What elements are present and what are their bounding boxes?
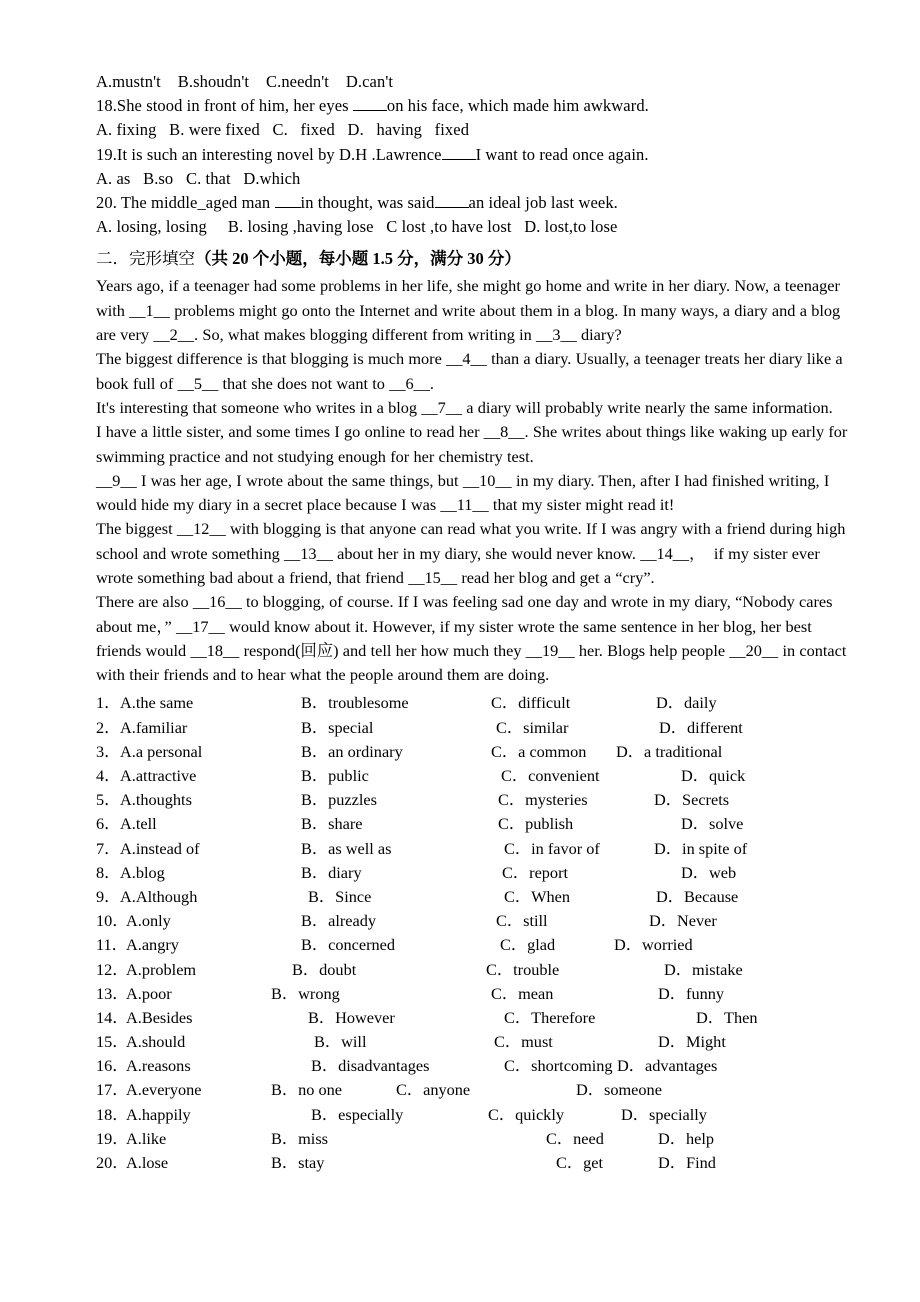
option-choice-d[interactable]: D．Find [658, 1153, 716, 1173]
option-choice-b[interactable]: B．puzzles [301, 790, 377, 810]
option-row [96, 933, 856, 957]
option-choice-d[interactable]: D．help [658, 1128, 715, 1148]
option-choice-b[interactable]: B．concerned [301, 935, 396, 955]
option-row [96, 1078, 856, 1102]
passage-paragraph: It's interesting that someone who writes in a blog __7__ a diary will probably write nearly the same information. [96, 397, 833, 417]
option-choice-c[interactable]: C．a common [491, 741, 587, 761]
option-choice-d[interactable]: D．Because [656, 886, 739, 906]
passage-paragraph: The biggest difference is that blogging is much more __4__ than a diary. Usually, a teenager treats her diary like a book full of __5__ that she does not want to __6__. [96, 349, 847, 393]
option-choice-d[interactable]: D．mistake [664, 959, 743, 979]
option-row-number: 11． [96, 935, 128, 955]
q19-options-text: A. as B.so C. that D.which [96, 168, 301, 188]
option-choice-d[interactable]: D．advantages [617, 1056, 718, 1076]
cloze-passage [96, 274, 856, 687]
q17-options-text: A.mustn't B.shoudn't C.needn't D.can't [96, 72, 394, 91]
option-row [96, 1103, 856, 1127]
option-row [96, 788, 856, 812]
passage-paragraph: The biggest __12__ with blogging is that anyone can read what you write. If I was angry with a friend during high school and wrote something __13__ about her in my diary, she would never know. __14__， if my sister ever wrote something bad about a friend, that friend __15__ read her blog and get a “cry”. [96, 519, 850, 587]
q20-stem-a: 20. The middle_aged man [96, 193, 275, 213]
option-choice-d[interactable]: D．different [659, 717, 743, 737]
option-choice-a[interactable]: A.like [126, 1128, 167, 1148]
option-row-number: 13． [96, 983, 129, 1003]
option-choice-a[interactable]: A.lose [126, 1153, 169, 1173]
option-choice-a[interactable]: A.Besides [126, 1007, 193, 1027]
option-choice-c[interactable]: C．publish [498, 814, 574, 834]
option-row-number: 18． [96, 1104, 129, 1124]
passage-paragraph: __9__ I was her age, I wrote about the same things, but __10__ in my diary. Then, after I had finished writing, I would hide my diary in a secret place because I was __11__ that my sister might read it! [96, 470, 834, 515]
option-choice-c[interactable]: C．Therefore [504, 1007, 596, 1027]
option-choice-a[interactable]: A.happily [126, 1104, 191, 1124]
option-choice-c[interactable]: C．need [546, 1128, 604, 1148]
option-row [96, 1030, 856, 1054]
option-choice-d[interactable]: D．specially [621, 1104, 707, 1124]
option-row [96, 716, 856, 740]
option-choice-a[interactable]: A.everyone [126, 1080, 202, 1100]
q18-stem-post: on his face, which made him awkward. [386, 96, 649, 116]
option-choice-d[interactable]: D．someone [576, 1080, 662, 1100]
section-heading [96, 244, 856, 274]
option-choice-a[interactable]: A.angry [126, 935, 179, 955]
option-choice-a[interactable]: A.familiar [120, 717, 188, 737]
option-row-number: 15． [96, 1032, 129, 1052]
option-row [96, 861, 856, 885]
option-row-number: 12． [96, 959, 129, 979]
option-choice-c[interactable]: C．trouble [486, 959, 560, 979]
option-choice-c[interactable]: C．still [496, 911, 548, 931]
option-row [96, 909, 856, 933]
option-row-number: 7． [96, 838, 121, 858]
option-choice-d[interactable]: D．in spite of [654, 838, 748, 858]
option-row [96, 691, 856, 715]
option-row-number: 2． [96, 717, 121, 737]
option-choice-a[interactable]: A.attractive [120, 766, 197, 786]
option-choice-d[interactable]: D．Secrets [654, 790, 730, 810]
option-row [96, 1006, 856, 1030]
option-choice-a[interactable]: A.blog [120, 862, 165, 882]
option-choice-c[interactable]: C．similar [496, 717, 569, 737]
option-choice-b[interactable]: B．stay [271, 1153, 325, 1173]
option-choice-c[interactable]: C．report [502, 862, 569, 882]
document-body [96, 70, 856, 1175]
option-row-number: 17． [96, 1080, 129, 1100]
option-row-number: 8． [96, 862, 121, 882]
option-choice-a[interactable]: A.reasons [126, 1056, 191, 1076]
option-row [96, 958, 856, 982]
option-choice-d[interactable]: D．a traditional [616, 741, 723, 761]
answer-blank [435, 207, 469, 208]
q19-stem-post: I want to read once again. [475, 144, 649, 164]
option-row-number: 16． [96, 1056, 129, 1076]
option-choice-a[interactable]: A.Although [120, 886, 198, 906]
option-row [96, 740, 856, 764]
option-choice-b[interactable]: B．as well as [301, 838, 392, 858]
option-row [96, 764, 856, 788]
option-row-number: 19． [96, 1128, 129, 1148]
cloze-options-list [96, 691, 856, 1175]
option-choice-b[interactable]: B．an ordinary [301, 741, 403, 761]
option-choice-a[interactable]: A.the same [120, 693, 194, 713]
option-choice-b[interactable]: B．especially [311, 1104, 404, 1124]
option-choice-c[interactable]: C．difficult [491, 693, 571, 713]
option-choice-c[interactable]: C．must [494, 1032, 553, 1052]
option-row [96, 982, 856, 1006]
option-choice-b[interactable]: B．troublesome [301, 693, 409, 713]
option-choice-c[interactable]: C．get [556, 1153, 604, 1173]
q19-stem-pre: 19.It is such an interesting novel by D.H .Lawrence [96, 144, 442, 164]
option-choice-b[interactable]: B．miss [271, 1128, 329, 1148]
option-choice-b[interactable]: B．Since [308, 886, 372, 906]
option-choice-b[interactable]: B．diary [301, 862, 362, 882]
option-choice-b[interactable]: B．will [314, 1032, 367, 1052]
option-choice-d[interactable]: D．worried [614, 935, 693, 955]
option-choice-b[interactable]: B．no one [271, 1080, 343, 1100]
option-choice-a[interactable]: A.only [126, 911, 171, 931]
option-row [96, 885, 856, 909]
answer-blank [275, 207, 301, 208]
option-choice-d[interactable]: D．daily [656, 693, 717, 713]
question-20-options [96, 215, 856, 239]
option-row-number: 14． [96, 1007, 129, 1027]
q20-options-text: A. losing, losing B. losing ,having lose C lost ,to have lost D. lost,to lose [96, 217, 618, 237]
option-choice-c[interactable]: C．in favor of [504, 838, 600, 858]
answer-blank [442, 159, 476, 160]
option-choice-b[interactable]: B．wrong [271, 983, 340, 1003]
option-choice-b[interactable]: B．disadvantages [311, 1056, 430, 1076]
option-choice-a[interactable]: A.thoughts [120, 790, 192, 810]
option-row-number: 4． [96, 766, 121, 786]
q18-options-text: A. fixing B. were fixed C. fixed D. having fixed [96, 120, 470, 140]
option-choice-b[interactable]: B．share [301, 814, 363, 834]
option-row-number: 10． [96, 911, 129, 931]
option-choice-c[interactable]: C．mysteries [498, 790, 588, 810]
option-choice-c[interactable]: C．glad [500, 935, 556, 955]
option-choice-c[interactable]: C．shortcoming [504, 1056, 613, 1076]
option-choice-c[interactable]: C．convenient [501, 766, 600, 786]
option-choice-d[interactable]: D．funny [658, 983, 725, 1003]
option-row-number: 9． [96, 886, 121, 906]
section-label: 二．完形填空 [96, 249, 195, 269]
option-choice-d[interactable]: D．solve [681, 814, 744, 834]
option-choice-d[interactable]: D．web [681, 862, 737, 882]
section-scoring: （共 20 个小题，每小题 1.5 分，满分 30 分） [195, 249, 521, 269]
q18-stem-pre: 18.She stood in front of him, her eyes [96, 96, 353, 116]
option-choice-c[interactable]: C．anyone [396, 1080, 471, 1100]
option-choice-d[interactable]: D．Never [649, 911, 717, 931]
q20-stem-c: an ideal job last week. [468, 193, 618, 213]
question-18-options [96, 118, 856, 142]
option-choice-a[interactable]: A.problem [126, 959, 197, 979]
question-20-stem [96, 191, 856, 215]
option-choice-c[interactable]: C．When [504, 886, 571, 906]
option-row [96, 837, 856, 861]
option-row [96, 812, 856, 836]
q20-stem-b: in thought, was said [300, 193, 435, 213]
passage-paragraph: I have a little sister, and some times I go online to read her __8__. She writes about things like waking up early for swimming practice and not studying enough for her chemistry test. [96, 422, 852, 466]
option-choice-a[interactable]: A.poor [126, 983, 172, 1003]
option-row-number: 1． [96, 693, 121, 713]
option-choice-d[interactable]: D．Then [696, 1007, 758, 1027]
option-choice-a[interactable]: A.instead of [120, 838, 200, 858]
option-row [96, 1054, 856, 1078]
question-17-options [96, 70, 856, 94]
option-choice-c[interactable]: C．mean [491, 983, 554, 1003]
question-19-options [96, 167, 856, 191]
option-choice-c[interactable]: C．quickly [488, 1104, 564, 1124]
option-choice-b[interactable]: B．special [301, 717, 374, 737]
option-row [96, 1151, 856, 1175]
option-row-number: 20． [96, 1153, 129, 1173]
option-choice-b[interactable]: B．doubt [292, 959, 357, 979]
passage-paragraph: Years ago, if a teenager had some problems in her life, she might go home and write in her diary. Now, a teenager with __1__ problems might go onto the Internet and write about them in a blog. In many ways, a diary and a blog are very __2__. So, what makes blogging different from writing in __3__ diary? [96, 276, 845, 345]
grammar-question-block [96, 70, 856, 239]
option-choice-d[interactable]: D．Might [658, 1032, 726, 1052]
option-choice-b[interactable]: B．However [308, 1007, 395, 1027]
option-choice-a[interactable]: A.should [126, 1032, 186, 1052]
option-choice-b[interactable]: B．already [301, 911, 377, 931]
question-18-stem [96, 94, 856, 118]
option-choice-b[interactable]: B．public [301, 766, 369, 786]
answer-blank [353, 110, 387, 111]
option-row-number: 5． [96, 790, 121, 810]
option-row-number: 6． [96, 814, 121, 834]
option-choice-d[interactable]: D．quick [681, 766, 746, 786]
question-19-stem [96, 143, 856, 167]
option-choice-a[interactable]: A.a personal [120, 741, 203, 761]
option-choice-a[interactable]: A.tell [120, 814, 157, 834]
option-row [96, 1127, 856, 1151]
passage-paragraph: There are also __16__ to blogging, of course. If I was feeling sad one day and wrote in my diary, “Nobody cares about me，” __17__ would know about it. However, if my sister wrote the same sentence in her blog, her best friends would __18__ respond(回应) and tell her how much they __19__ her. Blogs help people __20__ in contact with their friends and to hear what the people around them are doing. [96, 592, 851, 685]
option-row-number: 3． [96, 741, 121, 761]
